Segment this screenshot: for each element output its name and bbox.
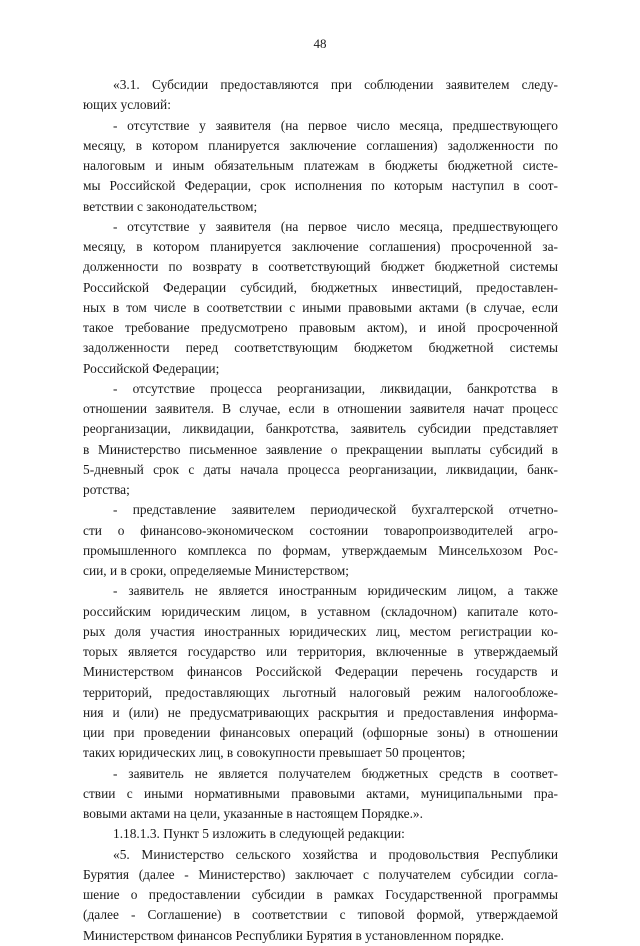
text-line: 5-дневный срок с даты начала процесса реорганизации, ликвидации, банк-: [83, 461, 558, 477]
text-line: такое требование предусмотрено правовым актом), и иной просроченной: [83, 320, 558, 335]
text-line: ствии с иными нормативными правовыми актами, муниципальными пра-: [83, 785, 558, 801]
text-line: - отсутствие у заявителя (на первое число месяца, предшествующего: [113, 117, 558, 133]
text-line: ных в том числе в соответствии с иными правовыми актами (в случае, если: [83, 299, 558, 315]
text-line: в Министерство письменное заявление о прекращении выплаты субсидий в: [83, 441, 558, 457]
text-line: ющих условий:: [83, 97, 171, 113]
text-line: налоговым и иным обязательным платежам в бюджеты бюджетной систе-: [83, 158, 558, 173]
text-line: Бурятия (далее - Министерство) заключает с получателем субсидии согла-: [83, 866, 558, 882]
text-line: долженности по возврату в соответствующий бюджет бюджетной системы: [83, 259, 558, 275]
text-line: ции при проведении финансовых операций (офшорные зоны) в отношении: [83, 725, 558, 740]
text-line: - отсутствие у заявителя (на первое число месяца, предшествующего: [113, 218, 558, 234]
body-text: [83, 75, 558, 946]
page-number: 48: [313, 36, 327, 51]
text-line: - заявитель не является иностранным юридическим лицом, а также: [113, 583, 558, 599]
text-line: Российской Федерации субсидий, бюджетных инвестиций, предоставлен-: [83, 279, 558, 295]
text-line: месяцу, в котором планируется заключение соглашения) задолженности по: [83, 137, 558, 153]
text-line: территорий, предоставляющих льготный налоговый режим налогообложе-: [83, 684, 558, 700]
text-line: - отсутствие процесса реорганизации, ликвидации, банкротства в: [113, 380, 558, 396]
text-line: задолженности перед соответствующим бюджетом бюджетной системы: [83, 340, 558, 356]
text-line: рых доля участия иностранных юридических лиц, местом регистрации ко-: [83, 623, 558, 639]
text-line: «5. Министерство сельского хозяйства и продовольствия Республики: [113, 846, 558, 862]
text-line: отношении заявителя. В случае, если в отношении заявителя начат процесс: [83, 401, 558, 416]
text-line: «3.1. Субсидии предоставляются при соблюдении заявителем следу-: [113, 77, 558, 92]
text-line: ротства;: [83, 482, 130, 497]
text-line: таких юридических лиц, в совокупности превышает 50 процентов;: [83, 745, 466, 761]
text-line: сии, и в сроки, определяемые Министерством;: [83, 563, 349, 578]
text-line: - заявитель не является получателем бюджетных средств в соответ-: [113, 765, 558, 781]
text-line: вовыми актами на цели, указанные в настоящем Порядке.».: [83, 806, 423, 821]
text-line: (далее - Соглашение) в соответствии с типовой формой, утверждаемой: [83, 907, 558, 923]
text-line: мы Российской Федерации, срок исполнения по которым наступил в соот-: [83, 178, 558, 194]
text-line: промышленного комплекса по формам, утверждаемым Минсельхозом Рос-: [83, 542, 558, 558]
text-line: российским юридическим лицом, в уставном (складочном) капитале кото-: [83, 603, 558, 619]
text-line: реорганизации, ликвидации, банкротства, заявитель субсидии представляет: [83, 421, 558, 437]
text-line: месяцу, в котором планируется заключение соглашения) просроченной за-: [83, 239, 558, 254]
text-line: Российской Федерации;: [83, 360, 220, 376]
text-line: торых является государство или территория, включенные в утверждаемый: [83, 644, 558, 659]
text-line: Министерством финансов Российской Федерации перечень государств и: [83, 664, 558, 680]
text-line: 1.18.1.3. Пункт 5 изложить в следующей редакции:: [113, 826, 405, 842]
text-line: - представление заявителем периодической бухгалтерской отчетно-: [113, 502, 558, 518]
text-line: ния и (или) не предусматривающих раскрытия и предоставления информа-: [83, 704, 558, 720]
text-line: шение о предоставлении субсидии в рамках Государственной программы: [83, 887, 558, 902]
text-line: сти о финансово-экономическом состоянии товаропроизводителей агро-: [83, 522, 558, 538]
text-line: Министерством финансов Республики Бурятия в установленном порядке.: [83, 927, 504, 943]
text-line: ветствии с законодательством;: [83, 198, 258, 214]
